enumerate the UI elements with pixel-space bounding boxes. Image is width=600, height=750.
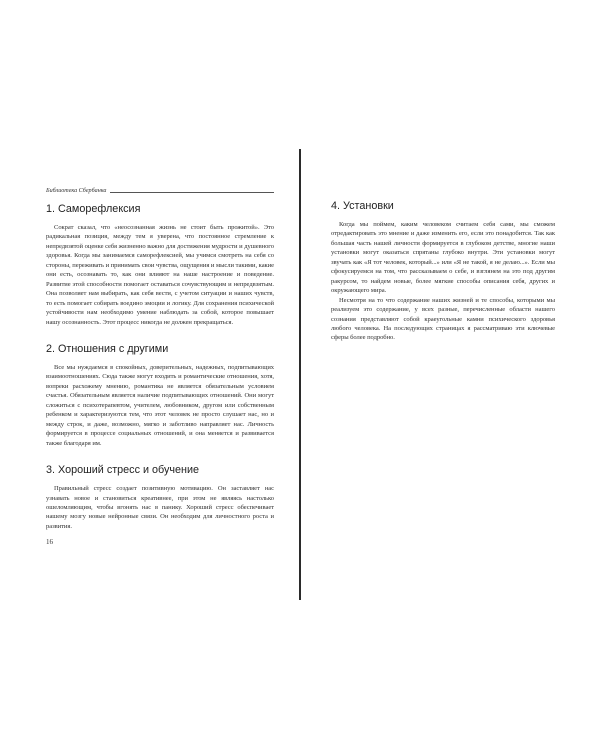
section-paragraph: Сократ сказал, что «неосознанная жизнь не стоит быть прожитой». Это радикальная позиция, между тем я уверена, что постоянное стремление к непредвзятой оценке себя жизненно важно для достижения мудрости и душевного здоровья. Когда мы занимаемся саморефлексией, мы учимся смотреть на себя со стороны, переживать и принимать свои чувства, ощущения и мысли такими, какие они есть, осознавать то, как они влияют на наше настроение и поведение. Развитие этой способности помогает оставаться сочувствующим и непредвзятым. Она позволяет нам выбирать, как себя вести, с учетом ситуации и наших чувств, то есть помогает собирать воедино эмоции и логику. Для сохранения психической устойчивости нам необходимо умение наблюдать за собой, которое повышает нашу осознанность. Этот процесс никогда не должен прекращаться. [46,224,274,326]
running-header-title: Библиотека Сбербанка [46,188,107,194]
section-paragraph: Все мы нуждаемся в спокойных, доверительных, надежных, подпитывающих взаимоотношениях. Сюда также могут входить и романтические отношения, хотя, вопреки расхожему мнению, романтика не является обязательным условием счастья. Обязательным является наличие подпитывающих отношений. Они могут сложиться с психотерапевтом, учителем, любовником, другом или собственным ребенком и характеризуются тем, что этот человек не просто слушает нас, но и между строк, и даже, возможно, мягко и заботливо направляет нас. Личность формируется в процессе социальных отношений, и она меняется и развивается также благодаря им. [46,363,274,447]
page-number: 16 [46,538,53,547]
section-paragraph: Правильный стресс создает позитивную мотивацию. Он заставляет нас узнавать новое и становиться креативнее, при этом не являясь настолько ошеломляющим, чтобы вгонять нас в панику. Хороший стресс обеспечивает нашему мозгу новые нейронные связи. Он необходим для личностного роста и развития. [46,485,274,530]
running-header-rule [110,192,274,193]
section-paragraph: Несмотря на то что содержание наших жизней и те способы, которыми мы реализуем это содержание, у всех разные, перечисленные области нашего сознания представляют собой краеугольные камни психического здоровья любого человека. На последующих страницах я рассматриваю эти ключевые сферы более подробно. [331,296,555,342]
book-gutter-rule [299,149,301,600]
section-heading: 4. Установки [331,200,394,212]
section-self-reflection [46,203,274,327]
section-heading: 1. Саморефлексия [46,203,141,215]
section-mindsets [331,200,555,343]
left-page [46,187,274,547]
section-good-stress [46,464,274,531]
section-relationships [46,343,274,448]
section-heading: 3. Хороший стресс и обучение [46,464,199,477]
section-heading: 2. Отношения с другими [46,342,169,355]
right-page [331,200,555,343]
running-header [46,187,274,195]
section-paragraph: Когда мы поймем, каким человеком считаем себя сами, мы сможем отредактировать это мнение и даже изменить его, если это понадобится. Так как большая часть нашей личности формируется в глубоком детстве, многие наши установки могут оказаться спрятаны глубоко внутри. Эти установки могут звучать как «Я тот человек, который...» или «Я не такой, я не делаю...». Если мы сфокусируемся на том, что рассказываем о себе, и взглянем на это под другим ракурсом, то найдем новые, более мягкие способы описания себя, других и окружающего мира. [331,221,555,295]
